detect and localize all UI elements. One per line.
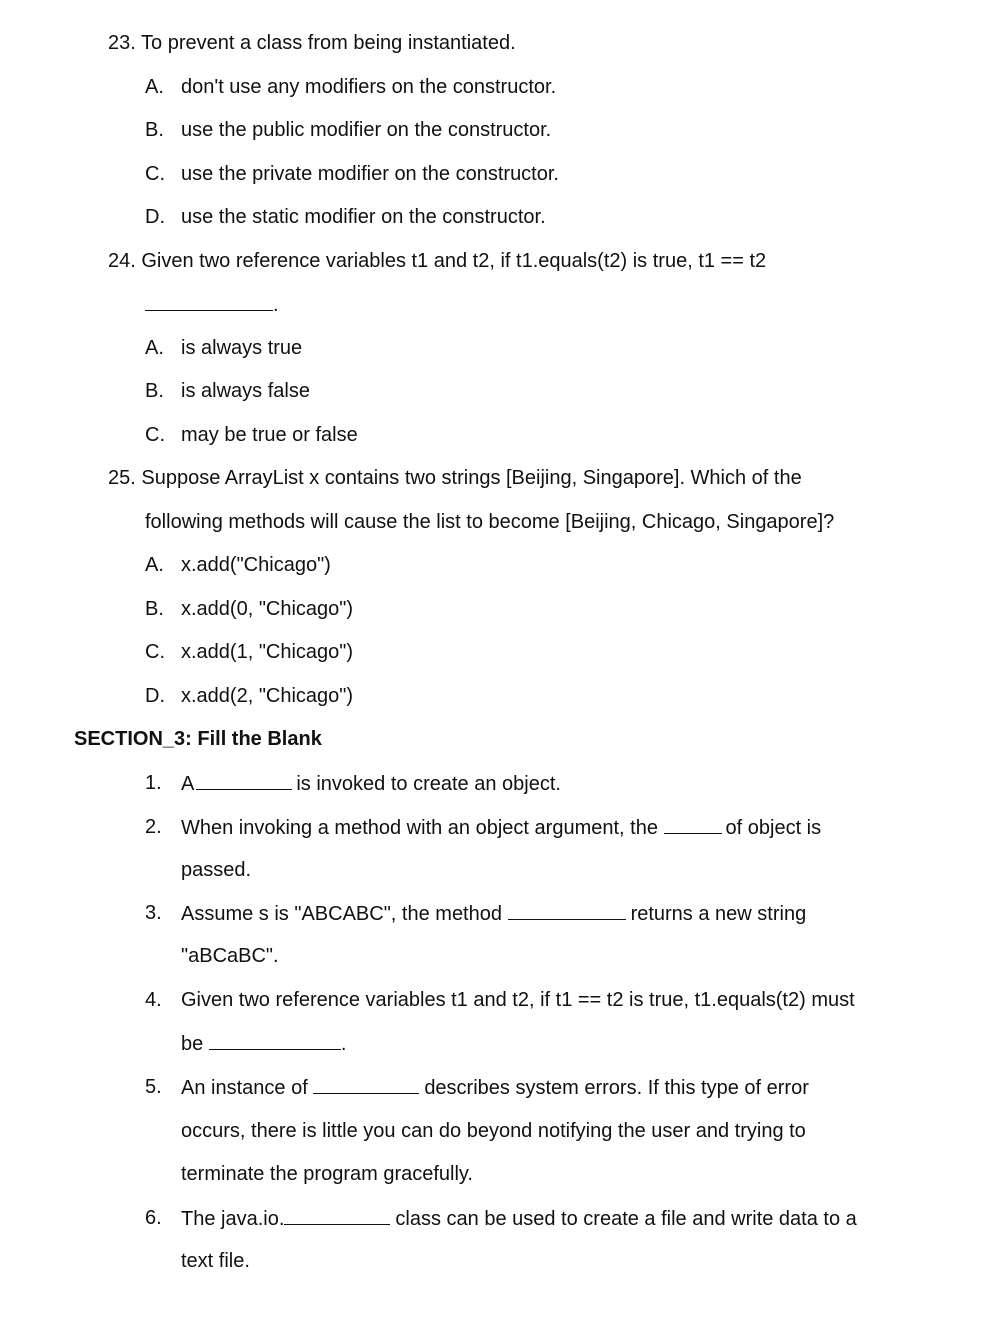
- option-letter: B.: [145, 380, 164, 402]
- question-25-line2: [145, 510, 834, 534]
- text-after-blank: describes system errors. If this type of error: [424, 1077, 809, 1099]
- fill-blank-5-line2: occurs, there is little you can do beyond notifying the user and trying to: [181, 1120, 806, 1142]
- item-text: [181, 901, 806, 926]
- item-text: [181, 1075, 809, 1100]
- option-text: don't use any modifiers on the constructor.: [181, 76, 557, 98]
- option-letter: A.: [145, 554, 164, 576]
- fill-blank-3-line2: "aBCaBC".: [181, 945, 279, 967]
- option-text: use the public modifier on the constructor.: [181, 119, 552, 141]
- fill-blank-6-line2: text file.: [181, 1250, 250, 1272]
- item-text: [181, 815, 821, 840]
- question-number: 25.: [108, 467, 136, 489]
- question-text: Given two reference variables t1 and t2, if t1.equals(t2) is true, t1 == t2: [141, 250, 767, 272]
- answer-blank: [284, 1206, 390, 1225]
- option-text: use the private modifier on the constructor.: [181, 163, 559, 185]
- section-title: SECTION_3: Fill the Blank: [74, 728, 322, 750]
- option-text: is always true: [181, 337, 303, 359]
- option-letter: A.: [145, 337, 164, 359]
- fill-blank-4-line2: [181, 1031, 346, 1056]
- text-before-blank: An instance of: [181, 1077, 308, 1099]
- answer-blank: [196, 771, 292, 790]
- option-text: x.add("Chicago"): [181, 554, 331, 576]
- option-letter: D.: [145, 206, 165, 228]
- item-number: 3.: [145, 902, 162, 924]
- question-text: To prevent a class from being instantiated.: [141, 32, 516, 54]
- answer-blank: [145, 292, 273, 311]
- blank-period: .: [273, 294, 279, 316]
- blank-period: .: [340, 1033, 347, 1055]
- question-24: [108, 249, 766, 273]
- item-text: Given two reference variables t1 and t2, if t1 == t2 is true, t1.equals(t2) must: [181, 989, 855, 1011]
- item-number: 5.: [145, 1076, 162, 1098]
- option-text: x.add(2, "Chicago"): [181, 685, 354, 707]
- item-number: 4.: [145, 989, 162, 1011]
- text-after-blank: of object is: [725, 817, 822, 839]
- text-before-blank: When invoking a method with an object argument, the: [181, 817, 658, 839]
- text-after-blank: returns a new string: [630, 903, 807, 925]
- fill-blank-2-line2: passed.: [181, 859, 252, 881]
- text-before-blank: be: [181, 1033, 204, 1055]
- answer-blank: [664, 815, 722, 834]
- question-number: 23.: [108, 32, 136, 54]
- fill-blank-5-line3: terminate the program gracefully.: [181, 1163, 473, 1185]
- option-text: x.add(0, "Chicago"): [181, 598, 354, 620]
- text-before-blank: A: [181, 773, 195, 795]
- option-letter: C.: [145, 641, 165, 663]
- item-number: 6.: [145, 1207, 162, 1229]
- item-number: 1.: [145, 772, 162, 794]
- question-text: Suppose ArrayList x contains two strings [Beijing, Singapore]. Which of the: [141, 467, 802, 489]
- text-before-blank: Assume s is "ABCABC", the method: [181, 903, 502, 925]
- item-text: [181, 771, 561, 796]
- option-letter: C.: [145, 163, 165, 185]
- option-text: may be true or false: [181, 424, 358, 446]
- question-number: 24.: [108, 250, 136, 272]
- answer-blank: [209, 1031, 341, 1050]
- option-text: x.add(1, "Chicago"): [181, 641, 354, 663]
- text-before-blank: The java.io.: [181, 1208, 285, 1230]
- option-letter: C.: [145, 424, 165, 446]
- question-24-blank-line: [145, 292, 279, 317]
- item-text: [181, 1206, 857, 1231]
- option-letter: A.: [145, 76, 164, 98]
- option-letter: D.: [145, 685, 165, 707]
- option-text: is always false: [181, 380, 310, 402]
- answer-blank: [508, 901, 626, 920]
- answer-blank: [313, 1075, 419, 1094]
- option-letter: B.: [145, 119, 164, 141]
- question-text-continued: following methods will cause the list to become [Beijing, Chicago, Singapore]?: [145, 511, 835, 533]
- question-25: [108, 466, 802, 490]
- option-letter: B.: [145, 598, 164, 620]
- option-text: use the static modifier on the constructor.: [181, 206, 546, 228]
- question-23: [108, 31, 516, 55]
- item-number: 2.: [145, 816, 162, 838]
- text-after-blank: is invoked to create an object.: [296, 773, 561, 795]
- text-after-blank: class can be used to create a file and write data to a: [395, 1208, 857, 1230]
